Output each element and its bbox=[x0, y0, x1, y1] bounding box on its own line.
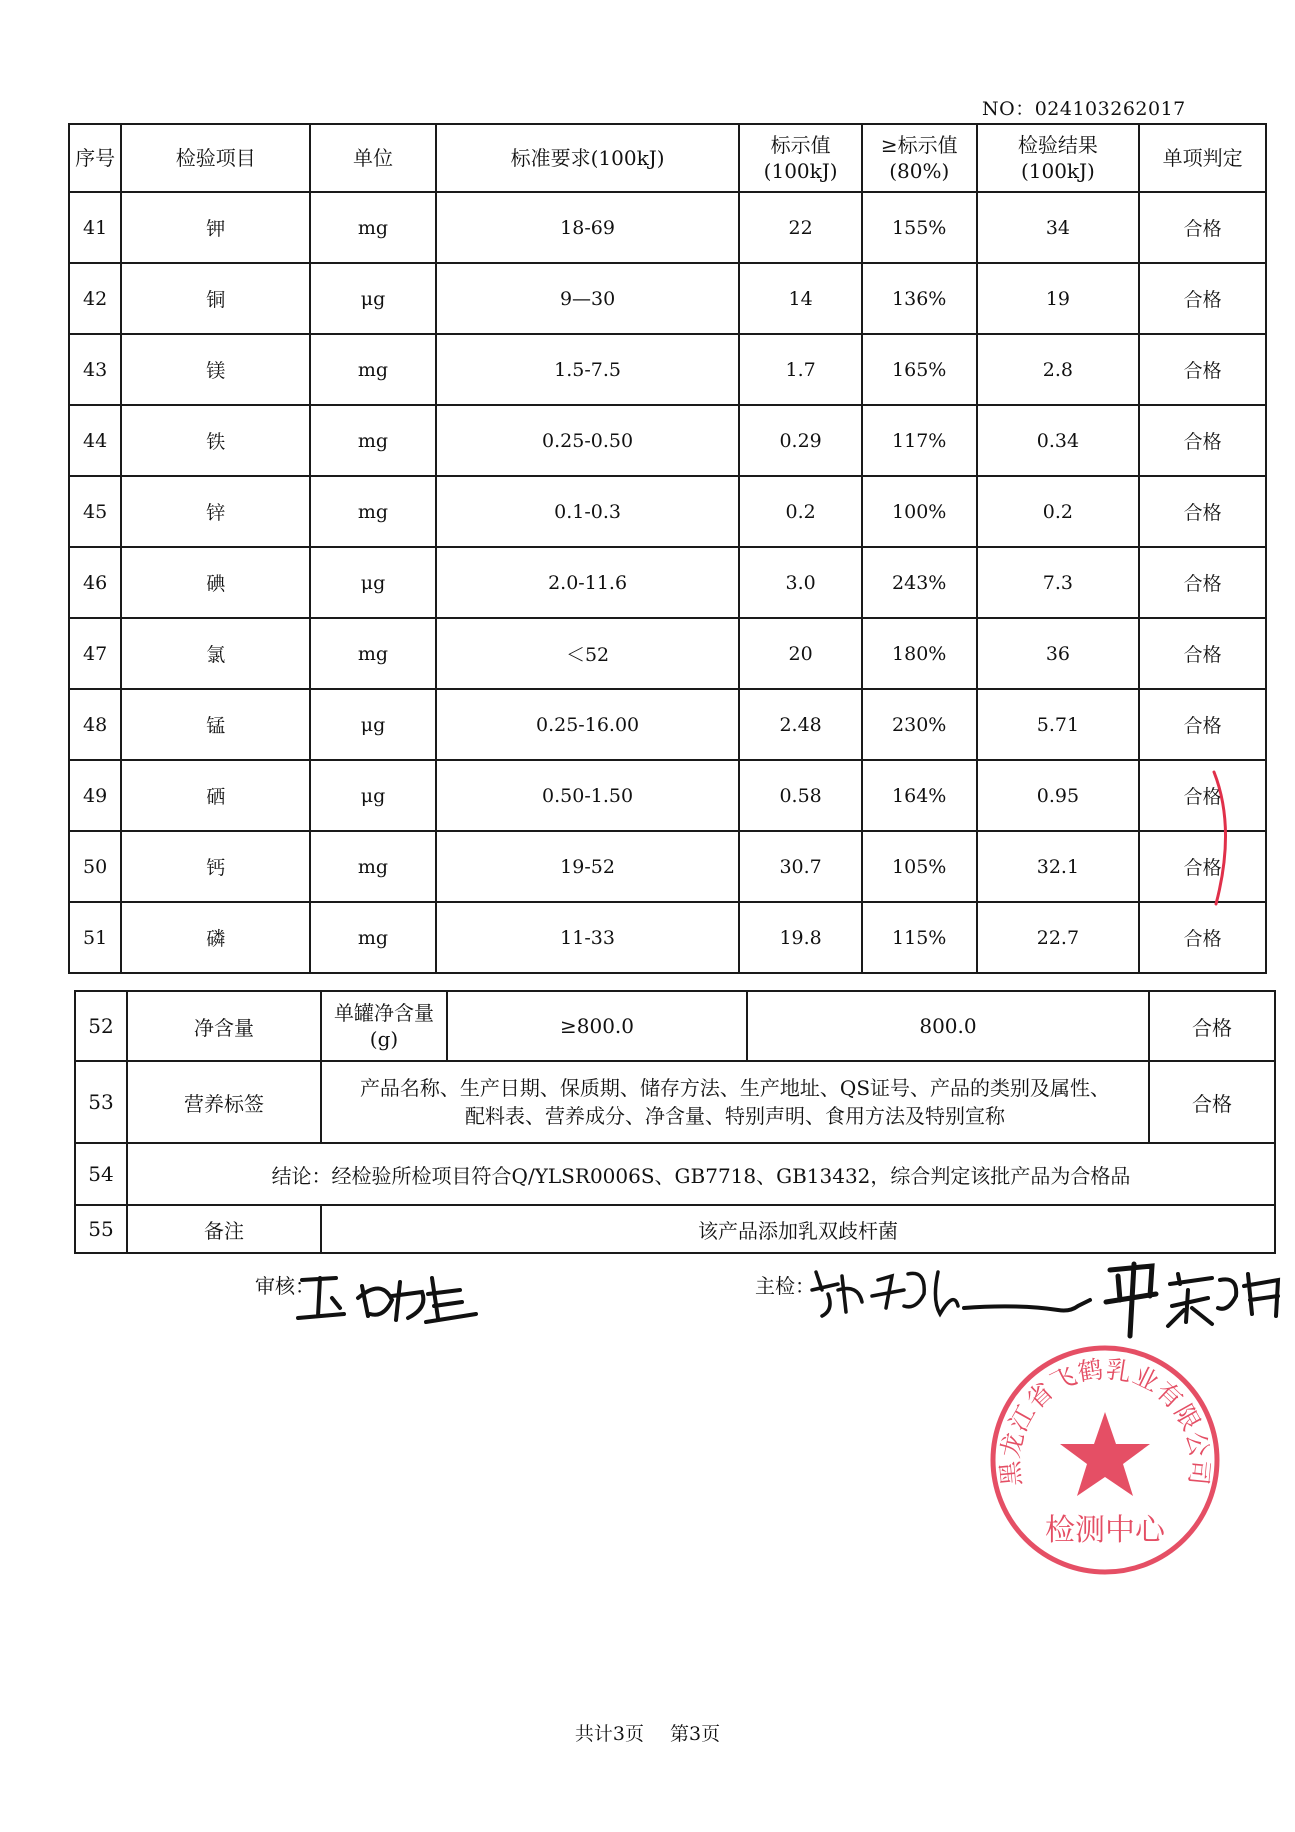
header-ratio: ≥标示值 (80%) bbox=[862, 124, 977, 192]
cell-result: 19 bbox=[977, 263, 1140, 334]
conclusion-text: 结论：经检验所检项目符合Q/YLSR0006S、GB7718、GB13432，综合判定该批产品为合格品 bbox=[127, 1143, 1275, 1205]
seal-center-text: 检测中心 bbox=[1045, 1513, 1165, 1548]
table-row-conclusion bbox=[75, 1143, 1275, 1205]
table-row bbox=[69, 334, 1266, 405]
row55-item: 备注 bbox=[127, 1205, 321, 1253]
cell-unit: mg bbox=[310, 334, 436, 405]
cell-item: 铁 bbox=[121, 405, 310, 476]
table-row bbox=[69, 760, 1266, 831]
company-seal bbox=[985, 1340, 1225, 1580]
cell-unit: mg bbox=[310, 902, 436, 973]
row53-requirements: 产品名称、生产日期、保质期、储存方法、生产地址、QS证号、产品的类别及属性、 配料表、营养成分、净含量、特别声明、食用方法及特别宣称 bbox=[321, 1061, 1149, 1143]
row52-unit: 单罐净含量 (g) bbox=[321, 991, 447, 1061]
cell-ratio: 243% bbox=[862, 547, 977, 618]
cell-labeled: 14 bbox=[739, 263, 862, 334]
cell-result: 5.71 bbox=[977, 689, 1140, 760]
cell-seq: 44 bbox=[69, 405, 121, 476]
cell-labeled: 1.7 bbox=[739, 334, 862, 405]
cell-item: 锰 bbox=[121, 689, 310, 760]
cell-seq: 49 bbox=[69, 760, 121, 831]
cell-ratio: 164% bbox=[862, 760, 977, 831]
cell-unit: mg bbox=[310, 192, 436, 263]
cell-judgment: 合格 bbox=[1139, 831, 1266, 902]
red-check-mark bbox=[1210, 768, 1236, 908]
cell-standard: 0.50-1.50 bbox=[436, 760, 740, 831]
cell-judgment: 合格 bbox=[1139, 760, 1266, 831]
cell-labeled: 2.48 bbox=[739, 689, 862, 760]
header-judgment: 单项判定 bbox=[1139, 124, 1266, 192]
cell-judgment: 合格 bbox=[1139, 192, 1266, 263]
cell-labeled: 0.58 bbox=[739, 760, 862, 831]
cell-result: 7.3 bbox=[977, 547, 1140, 618]
cell-ratio: 155% bbox=[862, 192, 977, 263]
summary-table bbox=[74, 990, 1276, 1254]
remarks-text: 该产品添加乳双歧杆菌 bbox=[321, 1205, 1275, 1253]
cell-item: 镁 bbox=[121, 334, 310, 405]
cell-ratio: 115% bbox=[862, 902, 977, 973]
cell-result: 0.34 bbox=[977, 405, 1140, 476]
cell-result: 0.2 bbox=[977, 476, 1140, 547]
cell-item: 锌 bbox=[121, 476, 310, 547]
cell-ratio: 105% bbox=[862, 831, 977, 902]
row52-standard: ≥800.0 bbox=[447, 991, 747, 1061]
row53-seq: 53 bbox=[75, 1061, 127, 1143]
cell-standard: 18-69 bbox=[436, 192, 740, 263]
cell-standard: 9—30 bbox=[436, 263, 740, 334]
cell-seq: 45 bbox=[69, 476, 121, 547]
seal-company-name: 黑龙江省飞鹤乳业有限公司 bbox=[995, 1354, 1215, 1488]
table-row bbox=[69, 902, 1266, 973]
row54-seq: 54 bbox=[75, 1143, 127, 1205]
cell-seq: 48 bbox=[69, 689, 121, 760]
cell-standard: 0.25-16.00 bbox=[436, 689, 740, 760]
cell-standard: 2.0-11.6 bbox=[436, 547, 740, 618]
cell-ratio: 165% bbox=[862, 334, 977, 405]
cell-ratio: 136% bbox=[862, 263, 977, 334]
row52-seq: 52 bbox=[75, 991, 127, 1061]
row52-result: 800.0 bbox=[747, 991, 1149, 1061]
cell-unit: μg bbox=[310, 760, 436, 831]
cell-ratio: 117% bbox=[862, 405, 977, 476]
cell-unit: μg bbox=[310, 263, 436, 334]
cell-judgment: 合格 bbox=[1139, 902, 1266, 973]
cell-ratio: 100% bbox=[862, 476, 977, 547]
cell-judgment: 合格 bbox=[1139, 476, 1266, 547]
table-row-nutrition-label bbox=[75, 1061, 1275, 1143]
header-item: 检验项目 bbox=[121, 124, 310, 192]
cell-result: 22.7 bbox=[977, 902, 1140, 973]
header-standard: 标准要求(100kJ) bbox=[436, 124, 740, 192]
cell-unit: mg bbox=[310, 405, 436, 476]
cell-judgment: 合格 bbox=[1139, 689, 1266, 760]
cell-seq: 41 bbox=[69, 192, 121, 263]
cell-item: 碘 bbox=[121, 547, 310, 618]
cell-item: 磷 bbox=[121, 902, 310, 973]
cell-unit: μg bbox=[310, 689, 436, 760]
cell-labeled: 22 bbox=[739, 192, 862, 263]
cell-unit: mg bbox=[310, 476, 436, 547]
cell-standard: 0.25-0.50 bbox=[436, 405, 740, 476]
table-row-remarks bbox=[75, 1205, 1275, 1253]
cell-judgment: 合格 bbox=[1139, 405, 1266, 476]
cell-result: 0.95 bbox=[977, 760, 1140, 831]
header-labeled: 标示值 (100kJ) bbox=[739, 124, 862, 192]
cell-seq: 51 bbox=[69, 902, 121, 973]
cell-unit: μg bbox=[310, 547, 436, 618]
cell-standard: 11-33 bbox=[436, 902, 740, 973]
cell-labeled: 0.29 bbox=[739, 405, 862, 476]
cell-labeled: 20 bbox=[739, 618, 862, 689]
row52-item: 净含量 bbox=[127, 991, 321, 1061]
total-pages: 共计3页 bbox=[574, 1723, 644, 1745]
inspector-label: 主检： bbox=[755, 1274, 815, 1298]
cell-seq: 50 bbox=[69, 831, 121, 902]
cell-labeled: 3.0 bbox=[739, 547, 862, 618]
row53-judgment: 合格 bbox=[1149, 1061, 1275, 1143]
cell-judgment: 合格 bbox=[1139, 547, 1266, 618]
cell-item: 硒 bbox=[121, 760, 310, 831]
row52-judgment: 合格 bbox=[1149, 991, 1275, 1061]
cell-ratio: 180% bbox=[862, 618, 977, 689]
table-row bbox=[69, 405, 1266, 476]
row55-seq: 55 bbox=[75, 1205, 127, 1253]
cell-standard: ＜52 bbox=[436, 618, 740, 689]
cell-seq: 43 bbox=[69, 334, 121, 405]
cell-judgment: 合格 bbox=[1139, 263, 1266, 334]
cell-result: 2.8 bbox=[977, 334, 1140, 405]
header-seq: 序号 bbox=[69, 124, 121, 192]
reviewer-label: 审核： bbox=[255, 1274, 315, 1298]
cell-unit: mg bbox=[310, 618, 436, 689]
inspector-signatures bbox=[808, 1250, 1295, 1340]
header-result: 检验结果 (100kJ) bbox=[977, 124, 1140, 192]
row53-item: 营养标签 bbox=[127, 1061, 321, 1143]
cell-result: 32.1 bbox=[977, 831, 1140, 902]
cell-judgment: 合格 bbox=[1139, 618, 1266, 689]
cell-standard: 1.5-7.5 bbox=[436, 334, 740, 405]
cell-ratio: 230% bbox=[862, 689, 977, 760]
table-row bbox=[69, 263, 1266, 334]
reviewer-signature bbox=[292, 1258, 482, 1338]
inspection-table bbox=[68, 123, 1267, 974]
report-number: NO：024103262017 bbox=[982, 98, 1186, 120]
cell-standard: 19-52 bbox=[436, 831, 740, 902]
table-row bbox=[69, 618, 1266, 689]
table-row bbox=[69, 192, 1266, 263]
table-row bbox=[69, 831, 1266, 902]
cell-result: 34 bbox=[977, 192, 1140, 263]
cell-item: 铜 bbox=[121, 263, 310, 334]
cell-seq: 42 bbox=[69, 263, 121, 334]
cell-standard: 0.1-0.3 bbox=[436, 476, 740, 547]
cell-result: 36 bbox=[977, 618, 1140, 689]
current-page: 第3页 bbox=[670, 1723, 721, 1745]
header-unit: 单位 bbox=[310, 124, 436, 192]
cell-seq: 46 bbox=[69, 547, 121, 618]
cell-item: 钾 bbox=[121, 192, 310, 263]
page-footer bbox=[0, 1719, 1295, 1746]
cell-labeled: 19.8 bbox=[739, 902, 862, 973]
cell-item: 氯 bbox=[121, 618, 310, 689]
table-row bbox=[69, 547, 1266, 618]
cell-labeled: 30.7 bbox=[739, 831, 862, 902]
cell-labeled: 0.2 bbox=[739, 476, 862, 547]
table-row bbox=[69, 476, 1266, 547]
cell-judgment: 合格 bbox=[1139, 334, 1266, 405]
table-header-row bbox=[69, 124, 1266, 192]
cell-item: 钙 bbox=[121, 831, 310, 902]
table-row bbox=[69, 689, 1266, 760]
cell-seq: 47 bbox=[69, 618, 121, 689]
table-row-net-content bbox=[75, 991, 1275, 1061]
cell-unit: mg bbox=[310, 831, 436, 902]
